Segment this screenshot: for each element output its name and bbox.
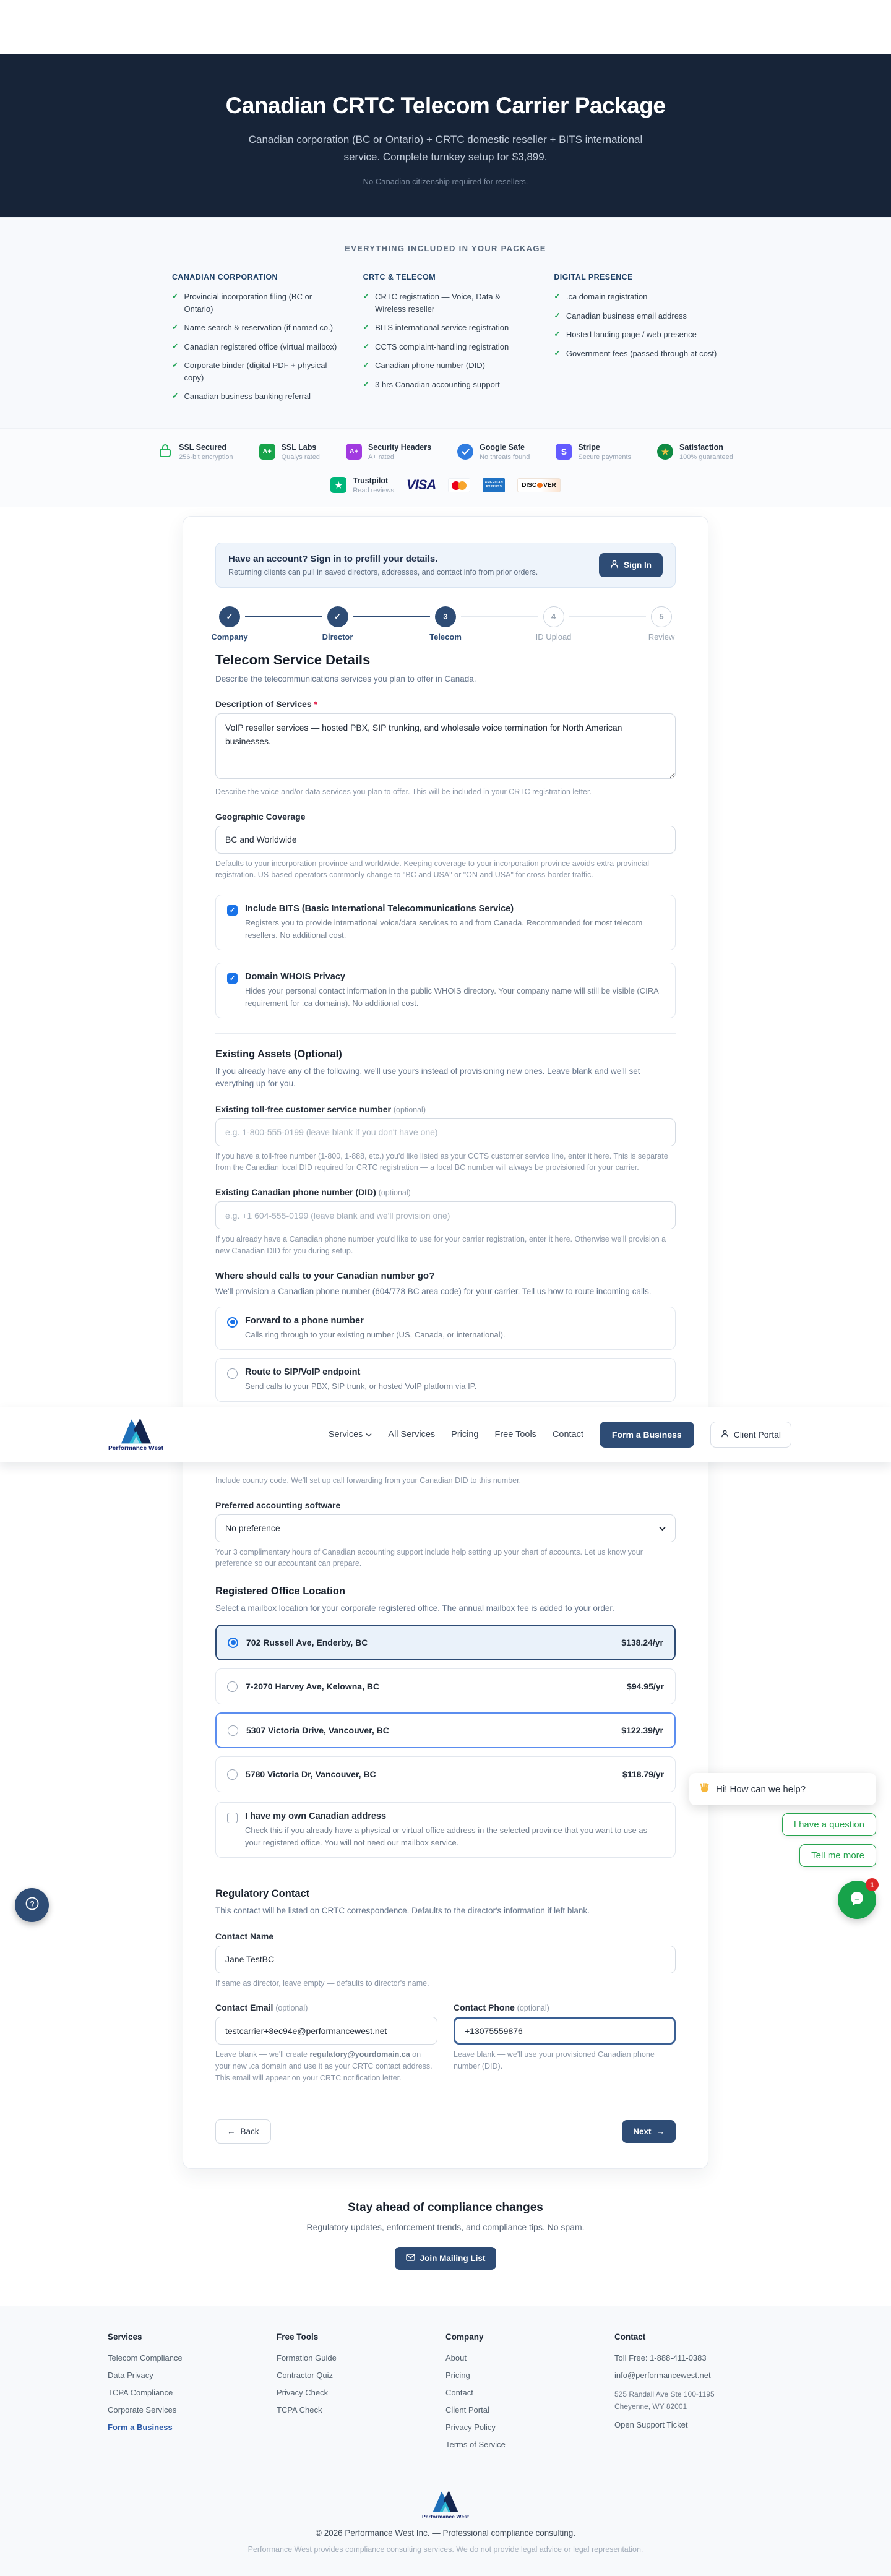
geographic-coverage-input[interactable] [215,826,676,854]
list-item-text: Hosted landing page / web presence [566,330,697,340]
step-connector [353,616,431,617]
did-input[interactable] [215,1201,676,1229]
discover-text: VER [543,481,556,489]
included-column-telecom [363,273,528,410]
field-help: Your 3 complimentary hours of Canadian accounting support include help setting up your chart of accounts. Let us know your preference so our accountant can prepare. [215,1547,643,1568]
badge-subtitle: Read reviews [353,486,394,494]
help-fab-button[interactable] [15,1888,49,1922]
contact-name-field [215,1931,676,1990]
mailbox-address: 7-2070 Harvey Ave, Kelowna, BC [246,1681,380,1692]
next-label: Next [633,2126,652,2136]
footer-column-services [108,2332,277,2457]
radio-unselected-icon[interactable] [228,1725,238,1736]
step-number: 4 [543,606,564,627]
radio-unselected-icon[interactable] [227,1368,238,1379]
sign-in-label: Sign In [624,560,652,570]
step-check-icon: ✓ [219,606,240,627]
step-review [648,606,675,642]
checkbox-label: Domain WHOIS Privacy [245,972,345,982]
check-icon: ✓ [363,292,370,301]
field-help: If same as director, leave empty — defaults to director's name. [215,1978,429,1988]
field-label [215,1187,676,1197]
list-item [554,328,719,341]
contact-phone-field [454,2003,676,2084]
list-item [172,291,337,315]
footer-column-free-tools [277,2332,446,2457]
field-label: Preferred accounting software [215,1500,341,1510]
geographic-coverage-field [215,812,676,882]
mailbox-price: $118.79/yr [622,1769,664,1780]
list-item-text: Canadian phone number (DID) [375,361,485,371]
list-item-text: Canadian business banking referral [184,392,311,401]
brand-logo[interactable] [108,1417,163,1452]
mailbox-address: 5780 Victoria Dr, Vancouver, BC [246,1769,376,1780]
chat-bubble-icon [848,1889,866,1911]
tollfree-input[interactable] [215,1118,676,1146]
step-label: ID Upload [535,632,572,642]
badge-satisfaction [657,443,733,461]
person-icon [610,560,619,570]
address-line: Cheyenne, WY 82001 [614,2402,687,2411]
footer-link[interactable]: TCPA Check [277,2405,322,2415]
field-help: Describe the voice and/or data services you plan to offer. This will be included in your CRTC registration letter. [215,787,592,796]
newsletter-title: Stay ahead of compliance changes [348,2200,543,2214]
contact-email-field [215,2003,437,2084]
footer-address [614,2388,783,2413]
arrow-left-icon: ← [227,2126,236,2136]
list-item [554,310,719,322]
list-item [172,359,337,384]
footer-heading: Free Tools [277,2332,319,2342]
next-button[interactable] [622,2120,676,2143]
mailbox-option[interactable] [215,1668,676,1704]
column-title: CANADIAN CORPORATION [172,273,278,282]
regulatory-contact-subtitle: This contact will be listed on CRTC correspondence. Defaults to the director's information if left blank. [215,1906,590,1916]
arrow-right-icon: → [656,2126,665,2136]
client-portal-label: Client Portal [733,1429,781,1440]
nav-free-tools[interactable]: Free Tools [494,1429,536,1440]
sign-in-button[interactable] [599,553,663,577]
footer-link[interactable]: Pricing [446,2370,470,2380]
contact-name-input[interactable] [215,1946,676,1973]
visa-logo: VISA [406,477,436,493]
check-icon: ✓ [172,341,179,351]
column-title: DIGITAL PRESENCE [554,273,633,282]
badge-title: Satisfaction [679,442,723,452]
list-item [554,291,719,303]
label-text: Contact Phone [454,2003,515,2013]
optional-tag: (optional) [275,2004,308,2013]
back-button[interactable] [215,2119,271,2144]
badge-title: SSL Labs [281,442,317,452]
contact-email-input[interactable] [215,2017,437,2045]
hero-subtitle: Canadian corporation (BC or Ontario) + CRTC domestic reseller + BITS international service. Complete turnkey setup for $3,899. [248,134,643,163]
list-item-text: Canadian registered office (virtual mailbox) [184,341,337,351]
list-item-text: Government fees (passed through at cost) [566,348,717,358]
footer-column-contact [614,2332,783,2457]
call-routing-subtitle: We'll provision a Canadian phone number (604/778 BC area code) for your carrier. Tell us how to route incoming calls. [215,1286,652,1296]
regulatory-contact-heading: Regulatory Contact [215,1888,310,1900]
required-asterisk: * [314,698,317,709]
whois-privacy-card[interactable] [215,963,676,1018]
optional-tag: (optional) [378,1188,411,1198]
package-included-section [0,217,891,428]
check-icon: ✓ [363,361,370,370]
existing-assets-heading: Existing Assets (Optional) [215,1049,342,1060]
footer-email[interactable]: info@performancewest.net [614,2370,711,2380]
check-icon: ✓ [363,379,370,389]
footer-link[interactable]: Corporate Services [108,2405,177,2415]
checkbox-description: Registers you to provide international voice/data services to and from Canada. Recommended for most telecom resellers. No additional cost. [245,918,643,940]
discover-text: DISC [522,481,537,489]
shield-check-icon [457,444,473,460]
checkbox-description: Check this if you already have a physical or virtual office address in the selected province that you want to use as your registered office. You will not need our mailbox service. [245,1826,648,1847]
progress-stepper [211,606,675,642]
mastercard-logo [448,478,470,492]
badge-title: Google Safe [480,442,525,452]
help-text: on your new .ca domain and use it as your CRTC contact address. This email will appear on your CRTC notification letter. [215,2050,433,2082]
trust-badges-section [0,428,891,507]
section-title: Telecom Service Details [215,651,371,668]
field-label: Geographic Coverage [215,811,306,822]
footer-logo [422,2489,469,2520]
badge-trustpilot[interactable] [330,476,394,494]
sticky-navbar [0,1407,891,1462]
mailbox-price: $138.24/yr [621,1638,663,1648]
radio-selected-icon[interactable] [227,1317,238,1328]
chat-quick-reply-more[interactable]: Tell me more [799,1844,876,1867]
office-location-heading: Registered Office Location [215,1586,345,1597]
list-item [172,322,337,334]
signin-subtitle: Returning clients can pull in saved directors, addresses, and contact info from prior orders. [228,567,538,577]
description-field [215,699,676,798]
footer-link[interactable]: About [446,2353,467,2363]
column-title: CRTC & TELECOM [363,273,436,282]
discover-dot-icon [537,483,543,488]
form-a-business-button[interactable]: Form a Business [600,1422,694,1448]
check-icon: ✓ [554,292,561,301]
call-routing-heading: Where should calls to your Canadian number go? [215,1270,435,1281]
field-label [454,2003,676,2012]
optional-tag: (optional) [393,1105,426,1114]
contact-phone-input[interactable] [454,2017,676,2045]
badge-subtitle: 256-bit encryption [179,453,233,461]
list-item [172,341,337,353]
performance-west-logo-icon [432,2489,459,2512]
optional-tag: (optional) [517,2004,549,2013]
step-label: Director [322,632,353,642]
client-portal-button[interactable] [710,1422,791,1448]
footer-link[interactable]: Client Portal [446,2405,489,2415]
forwarding-help: Include country code. We'll set up call forwarding from your Canadian DID to this number. [215,1475,522,1485]
footer-link[interactable]: Privacy Check [277,2387,329,2397]
list-item [554,348,719,360]
radio-description: Send calls to your PBX, SIP trunk, or hosted VoIP platform via IP. [245,1381,477,1391]
list-item [363,341,528,353]
list-item [363,359,528,372]
footer-link[interactable]: Contact [446,2387,473,2397]
top-whitespace [0,0,891,54]
check-icon: ✓ [172,392,179,401]
address-line: 525 Randall Ave Ste 100-1195 [614,2389,715,2398]
field-label [215,1104,676,1114]
chat-greeting-text: Hi! How can we help? [716,1784,806,1795]
step-connector [569,616,647,617]
chat-quick-reply-question[interactable]: I have a question [782,1813,876,1836]
nav-contact[interactable]: Contact [552,1429,583,1440]
tollfree-field [215,1104,676,1174]
routing-option-sip[interactable] [215,1358,676,1402]
mailbox-option[interactable] [215,1756,676,1792]
help-text: Leave blank — we'll create [215,2050,310,2059]
list-item [172,390,337,403]
selected-option: No preference [225,1523,280,1534]
check-icon: ✓ [172,361,179,370]
security-headers-grade-icon: A+ [346,444,362,460]
footer-bottom [0,2473,891,2576]
step-label: Company [211,632,248,642]
star-icon: ★ [657,444,673,460]
list-item-text: Name search & reservation (if named co.) [184,323,334,333]
list-item [363,291,528,315]
step-director[interactable] [322,606,353,642]
mailbox-option[interactable] [215,1712,676,1748]
list-item-text: CCTS complaint-handling registration [375,341,509,351]
step-connector [461,616,538,617]
badge-title: Security Headers [368,442,432,452]
step-company[interactable] [211,606,248,642]
divider [215,1033,676,1034]
step-connector [245,616,322,617]
svg-text:?: ? [29,1899,35,1908]
badge-title: Stripe [578,442,600,452]
included-heading: EVERYTHING INCLUDED IN YOUR PACKAGE [345,244,546,254]
footer-link[interactable]: Contractor Quiz [277,2370,334,2380]
person-icon [721,1430,729,1440]
footer-heading: Company [446,2332,484,2342]
trustpilot-star-icon: ★ [330,477,346,493]
badge-stripe [556,443,631,461]
chat-unread-badge: 1 [866,1878,879,1891]
signin-banner [215,543,676,588]
existing-assets-subtitle: If you already have any of the following, we'll use yours instead of provisioning new ones. Leave blank and we'll set everything up for you. [215,1067,640,1089]
footer-link[interactable]: TCPA Compliance [108,2387,173,2397]
list-item-text: 3 hrs Canadian accounting support [375,379,500,389]
footer-heading: Contact [614,2332,646,2342]
join-mailing-list-label: Join Mailing List [420,2253,486,2263]
discover-logo [517,478,560,492]
list-item-text: Corporate binder (digital PDF + physical copy) [184,361,327,382]
badge-subtitle: Qualys rated [281,453,320,461]
field-help [215,2049,437,2084]
label-text: Existing Canadian phone number (DID) [215,1187,376,1198]
did-field [215,1187,676,1257]
accounting-software-field [215,1500,676,1570]
chevron-down-icon [659,1523,666,1533]
nav-all-services[interactable]: All Services [388,1429,436,1440]
amex-logo [483,478,505,492]
own-address-card[interactable] [215,1802,676,1858]
hero-note: No Canadian citizenship required for resellers. [363,177,528,187]
copyright: © 2026 Performance West Inc. — Professional compliance consulting. [315,2528,576,2538]
accounting-software-select[interactable] [215,1514,676,1542]
footer-phone[interactable]: Toll Free: 1-888-411-0383 [614,2353,707,2363]
radio-description: Calls ring through to your existing number (US, Canada, or international). [245,1329,506,1339]
badge-title: Trustpilot [353,476,389,485]
list-item-text: Provincial incorporation filing (BC or Ontario) [184,292,312,314]
radio-unselected-icon[interactable] [227,1769,238,1780]
disclaimer: Performance West provides compliance consulting services. We do not provide legal advice or legal representation. [248,2544,644,2554]
step-id-upload [535,606,572,642]
list-item [363,322,528,334]
badge-ssl-labs [259,443,320,461]
label-text: Description of Services [215,698,312,709]
newsletter-subtitle: Regulatory updates, enforcement trends, and compliance tips. No spam. [306,2222,585,2232]
mailbox-price: $122.39/yr [621,1725,663,1736]
check-icon: ✓ [172,292,179,301]
radio-unselected-icon[interactable] [227,1681,238,1692]
check-icon: ✓ [363,323,370,332]
checkbox-checked-icon[interactable]: ✓ [227,905,238,916]
check-icon: ✓ [554,330,561,339]
radio-selected-icon[interactable] [228,1638,238,1648]
step-check-icon: ✓ [327,606,348,627]
list-item-text: CRTC registration — Voice, Data & Wireless reseller [375,292,501,314]
stripe-icon: S [556,444,572,460]
section-subtitle: Describe the telecommunications services you plan to offer in Canada. [215,674,476,684]
field-help: If you already have a Canadian phone number you'd like to use for your carrier registration, enter it here. Otherwise we'll provision a new Canadian DID for you during setup. [215,1235,666,1255]
label-text: Existing toll-free customer service number [215,1104,391,1114]
badge-security-headers [346,443,431,461]
footer-heading: Services [108,2332,142,2342]
badge-subtitle: No threats found [480,453,530,461]
checkbox-label: I have my own Canadian address [245,1811,387,1822]
step-number: 5 [651,606,672,627]
label-text: Contact Email [215,2003,273,2013]
footer-support-ticket[interactable]: Open Support Ticket [614,2420,688,2430]
mailbox-price: $94.95/yr [627,1681,664,1692]
back-label: Back [240,2126,259,2136]
checkbox-checked-icon[interactable]: ✓ [227,973,238,984]
chat-widget [689,1773,876,1919]
checkbox-label: Include BITS (Basic International Telecommunications Service) [245,904,514,914]
signin-title: Have an account? Sign in to prefill your details. [228,553,438,564]
waving-hand-icon [699,1782,710,1796]
badge-subtitle: Secure payments [578,453,632,461]
nav-label: Services [328,1429,363,1440]
included-column-digital [554,273,719,410]
footer-link[interactable]: Terms of Service [446,2439,506,2449]
check-icon: ✓ [554,348,561,358]
hero-section [0,54,891,217]
ssl-labs-grade-icon: A+ [259,444,275,460]
mailbox-option[interactable] [215,1625,676,1660]
check-icon: ✓ [172,323,179,332]
step-number: 3 [435,606,456,627]
amex-line: EXPRESS [486,485,502,489]
list-item [363,379,528,391]
checkbox-unchecked-icon[interactable] [227,1813,238,1823]
checkbox-description: Hides your personal contact information in the public WHOIS directory. Your company name will still be visible (CIRA requirement for .ca domains). No additional cost. [245,986,659,1008]
footer-link[interactable]: Data Privacy [108,2370,153,2380]
field-help: Leave blank — we'll use your provisioned Canadian phone number (DID). [454,2050,655,2071]
badge-google-safe [457,443,530,461]
footer [0,2306,891,2576]
footer-column-company [446,2332,614,2457]
mailbox-address: 5307 Victoria Drive, Vancouver, BC [246,1725,389,1736]
mailbox-address: 702 Russell Ave, Enderby, BC [246,1638,368,1648]
lock-icon [158,442,173,462]
performance-west-logo-icon [120,1417,152,1444]
description-textarea[interactable] [215,713,676,779]
bits-option-card[interactable] [215,895,676,950]
help-text-bold: regulatory@yourdomain.ca [309,2050,410,2059]
radio-label: Route to SIP/VoIP endpoint [245,1367,361,1378]
page-title: Canadian CRTC Telecom Carrier Package [225,93,666,118]
list-item-text: .ca domain registration [566,292,648,302]
brand-name: Performance West [421,2513,470,2520]
badge-title: SSL Secured [179,442,226,452]
nav-services-menu[interactable] [329,1430,372,1440]
footer-link[interactable]: Telecom Compliance [108,2353,183,2363]
check-icon: ✓ [363,341,370,351]
step-telecom[interactable] [429,606,462,642]
amex-line: AMERICAN [484,481,503,485]
join-mailing-list-button[interactable] [395,2247,497,2270]
field-label [215,699,676,709]
list-item-text: BITS international service registration [375,323,509,333]
office-location-subtitle: Select a mailbox location for your corporate registered office. The annual mailbox fee is added to your order. [215,1604,614,1613]
nav-pricing[interactable]: Pricing [451,1429,479,1440]
footer-link[interactable]: Formation Guide [277,2353,337,2363]
footer-link[interactable]: Privacy Policy [446,2422,496,2432]
routing-option-forward[interactable] [215,1307,676,1350]
envelope-icon [406,2254,415,2263]
step-label: Review [648,632,675,642]
brand-name: Performance West [108,1445,164,1453]
check-icon: ✓ [554,311,561,320]
question-mark-icon [24,1896,40,1915]
field-label [215,2003,437,2012]
field-label: Contact Name [215,1931,274,1941]
field-help: Defaults to your incorporation province and worldwide. Keeping coverage to your incorporation province avoids extra-provincial registration. US-based operators commonly change to "BC and USA" or "ON and USA" for cross-border traffic. [215,859,650,880]
radio-label: Forward to a phone number [245,1315,364,1326]
step-label: Telecom [429,632,462,642]
footer-link-form-a-business[interactable]: Form a Business [108,2422,173,2432]
included-column-corporation [172,273,337,410]
chevron-down-icon [366,1430,372,1440]
badge-subtitle: 100% guaranteed [679,453,733,461]
badge-subtitle: A+ rated [368,453,394,461]
badge-ssl-secured [158,442,233,462]
chat-launcher-button[interactable] [838,1881,876,1919]
newsletter-section [0,2169,891,2306]
field-help: If you have a toll-free number (1-800, 1-888, etc.) you'd like listed as your CCTS customer service line, enter it here. This is separate from the Canadian local DID required for CRTC registration — a local BC number will always be provisioned for your carrier. [215,1151,668,1172]
list-item-text: Canadian business email address [566,311,687,320]
chat-greeting-bubble[interactable] [689,1773,876,1805]
